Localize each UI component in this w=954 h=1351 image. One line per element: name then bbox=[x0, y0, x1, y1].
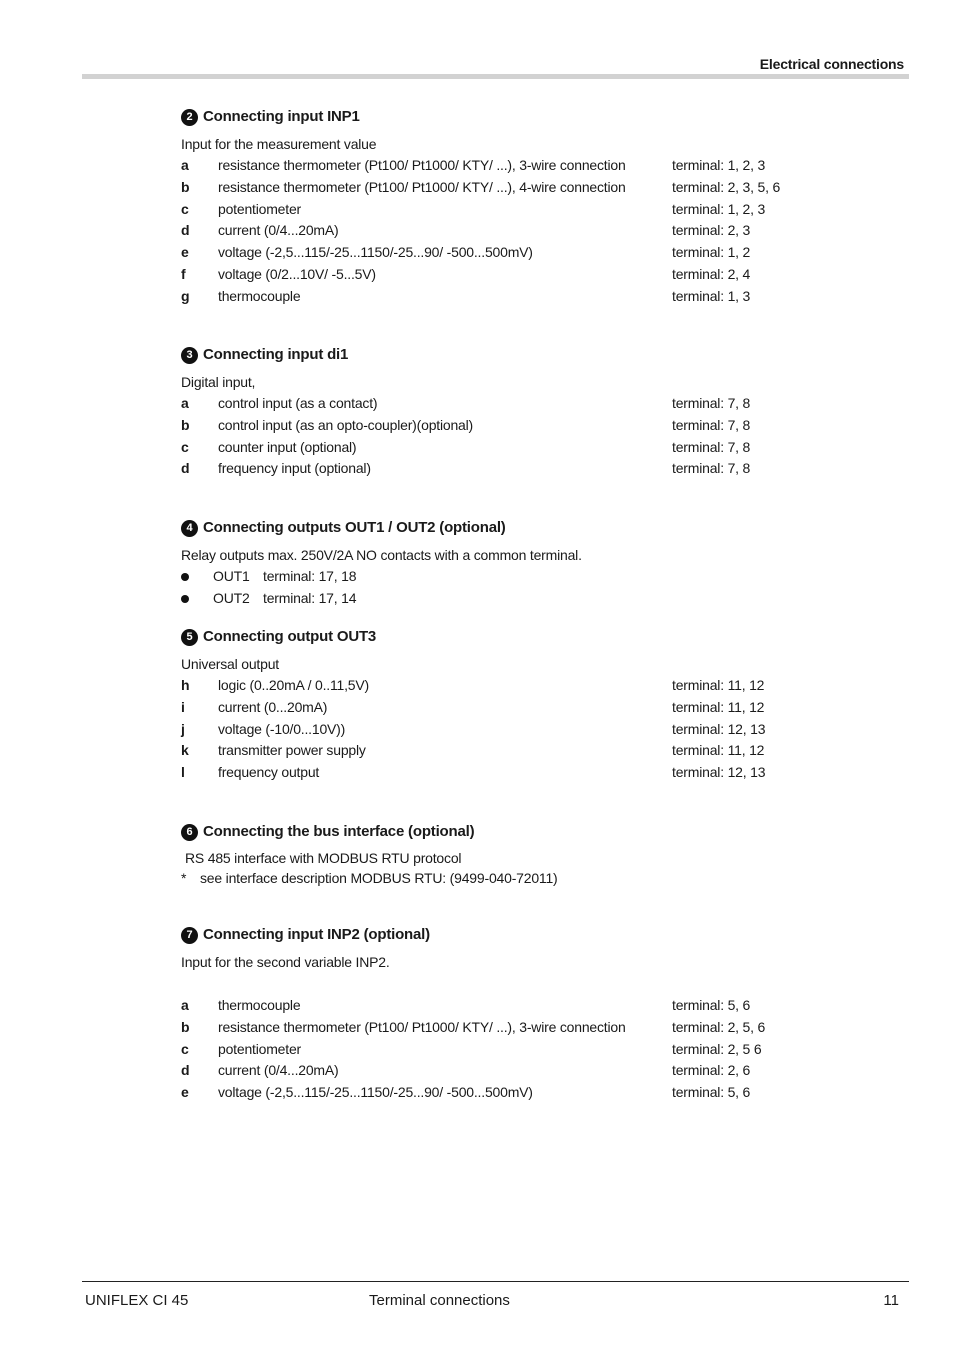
item-description: resistance thermometer (Pt100/ Pt1000/ KTY/ ...), 3-wire connection bbox=[218, 157, 626, 173]
item-key: c bbox=[181, 1040, 189, 1057]
section-title: Connecting the bus interface (optional) bbox=[203, 823, 475, 840]
item-terminal: terminal: 2, 6 bbox=[672, 1062, 751, 1079]
item-terminal: terminal: 5, 6 bbox=[672, 1084, 751, 1101]
list-item bbox=[181, 1060, 881, 1082]
item-terminal: terminal: 7, 8 bbox=[672, 416, 751, 433]
item-key: a bbox=[181, 157, 189, 173]
section-input-inp1 bbox=[181, 106, 881, 308]
section-heading bbox=[181, 626, 881, 648]
circled-number-icon: 6 bbox=[181, 824, 198, 841]
list-item bbox=[181, 264, 881, 286]
list-item bbox=[181, 675, 881, 697]
section-output-out3 bbox=[181, 626, 881, 784]
item-terminal: terminal: 11, 12 bbox=[672, 677, 765, 693]
section-heading bbox=[181, 924, 881, 946]
list-item bbox=[181, 1082, 881, 1104]
list-item bbox=[181, 393, 881, 415]
section-bus-interface bbox=[181, 821, 881, 888]
circled-number-icon: 2 bbox=[181, 109, 198, 126]
footnote bbox=[181, 868, 881, 888]
list-item bbox=[181, 242, 881, 264]
section-outputs-out1-out2 bbox=[181, 517, 881, 609]
item-key: e bbox=[181, 244, 189, 261]
page-header-title: Electrical connections bbox=[759, 56, 904, 72]
section-title: Connecting outputs OUT1 / OUT2 (optional) bbox=[203, 519, 506, 536]
bullet-item bbox=[181, 588, 881, 610]
page-number: 11 bbox=[883, 1292, 899, 1309]
item-description: transmitter power supply bbox=[218, 742, 366, 759]
item-terminal: terminal: 7, 8 bbox=[672, 395, 751, 411]
item-terminal: terminal: 1, 2 bbox=[672, 244, 751, 261]
item-key: l bbox=[181, 764, 185, 781]
asterisk-icon: * bbox=[181, 870, 187, 886]
item-description: control input (as an opto-coupler)(optional) bbox=[218, 416, 474, 433]
footer-rule bbox=[82, 1281, 909, 1282]
item-terminal: terminal: 17, 14 bbox=[263, 589, 357, 606]
item-key: b bbox=[181, 178, 190, 195]
item-terminal: terminal: 2, 5, 6 bbox=[672, 1018, 766, 1035]
item-description: logic (0..20mA / 0..11,5V) bbox=[218, 677, 369, 693]
item-key: d bbox=[181, 460, 190, 477]
list-item bbox=[181, 762, 881, 784]
section-intro: RS 485 interface with MODBUS RTU protocol bbox=[185, 850, 462, 866]
item-description: potentiometer bbox=[218, 200, 302, 217]
item-terminal: terminal: 7, 8 bbox=[672, 438, 751, 455]
section-intro: Universal output bbox=[181, 656, 279, 672]
bullet-icon bbox=[181, 595, 189, 603]
item-description: current (0...20mA) bbox=[218, 698, 328, 715]
item-terminal: terminal: 1, 2, 3 bbox=[672, 200, 766, 217]
section-input-inp2 bbox=[181, 924, 881, 1104]
item-terminal: terminal: 1, 3 bbox=[672, 287, 751, 304]
item-description: current (0/4...20mA) bbox=[218, 1062, 339, 1079]
section-heading bbox=[181, 821, 881, 843]
list-item bbox=[181, 697, 881, 719]
list-item bbox=[181, 995, 881, 1017]
list-item bbox=[181, 1017, 881, 1039]
footer-product-name: UNIFLEX CI 45 bbox=[85, 1292, 189, 1309]
list-item bbox=[181, 437, 881, 459]
item-description: resistance thermometer (Pt100/ Pt1000/ KTY/ ...), 4-wire connection bbox=[218, 178, 626, 195]
item-description: voltage (-2,5...115/-25...1150/-25...90/ -500...500mV) bbox=[218, 1084, 533, 1101]
item-terminal: terminal: 5, 6 bbox=[672, 997, 751, 1013]
footer-chapter-title: Terminal connections bbox=[369, 1292, 510, 1309]
item-terminal: terminal: 7, 8 bbox=[672, 460, 751, 477]
item-description: potentiometer bbox=[218, 1040, 302, 1057]
list-item bbox=[181, 740, 881, 762]
item-terminal: terminal: 12, 13 bbox=[672, 764, 766, 781]
output-name: OUT1 bbox=[213, 568, 250, 584]
item-key: b bbox=[181, 1018, 190, 1035]
item-description: resistance thermometer (Pt100/ Pt1000/ KTY/ ...), 3-wire connection bbox=[218, 1018, 626, 1035]
item-key: d bbox=[181, 1062, 190, 1079]
item-description: control input (as a contact) bbox=[218, 395, 378, 411]
item-key: c bbox=[181, 200, 189, 217]
list-item bbox=[181, 1039, 881, 1061]
item-key: b bbox=[181, 416, 190, 433]
list-item bbox=[181, 155, 881, 177]
item-terminal: terminal: 11, 12 bbox=[672, 698, 765, 715]
section-title: Connecting input INP2 (optional) bbox=[203, 926, 430, 943]
bullet-icon bbox=[181, 573, 189, 581]
item-description: voltage (-10/0...10V)) bbox=[218, 720, 346, 737]
item-key: j bbox=[181, 720, 185, 737]
item-terminal: terminal: 2, 4 bbox=[672, 265, 751, 282]
section-intro: Input for the second variable INP2. bbox=[181, 954, 390, 970]
section-title: Connecting output OUT3 bbox=[203, 628, 377, 645]
item-terminal: terminal: 12, 13 bbox=[672, 720, 766, 737]
item-description: voltage (0/2...10V/ -5...5V) bbox=[218, 265, 376, 282]
list-item bbox=[181, 719, 881, 741]
item-key: a bbox=[181, 395, 189, 411]
item-key: g bbox=[181, 287, 190, 304]
item-description: thermocouple bbox=[218, 287, 301, 304]
item-terminal: terminal: 2, 3 bbox=[672, 222, 751, 239]
circled-number-icon: 5 bbox=[181, 629, 198, 646]
item-key: h bbox=[181, 677, 190, 693]
list-item bbox=[181, 415, 881, 437]
item-key: a bbox=[181, 997, 189, 1013]
item-key: k bbox=[181, 742, 189, 759]
item-terminal: terminal: 17, 18 bbox=[263, 568, 357, 584]
item-terminal: terminal: 2, 3, 5, 6 bbox=[672, 178, 781, 195]
output-name: OUT2 bbox=[213, 589, 250, 606]
item-key: i bbox=[181, 698, 185, 715]
item-terminal: terminal: 1, 2, 3 bbox=[672, 157, 766, 173]
section-intro: Relay outputs max. 250V/2A NO contacts with a common terminal. bbox=[181, 547, 582, 563]
section-intro: Digital input, bbox=[181, 374, 256, 390]
item-description: thermocouple bbox=[218, 997, 301, 1013]
item-key: d bbox=[181, 222, 190, 239]
bullet-item bbox=[181, 566, 881, 588]
circled-number-icon: 4 bbox=[181, 520, 198, 537]
section-intro: Input for the measurement value bbox=[181, 136, 377, 152]
list-item bbox=[181, 220, 881, 242]
section-heading bbox=[181, 517, 881, 539]
item-key: c bbox=[181, 438, 189, 455]
section-title: Connecting input di1 bbox=[203, 346, 349, 363]
list-item bbox=[181, 286, 881, 308]
circled-number-icon: 3 bbox=[181, 347, 198, 364]
section-title: Connecting input INP1 bbox=[203, 108, 360, 125]
item-terminal: terminal: 11, 12 bbox=[672, 742, 765, 759]
item-description: frequency output bbox=[218, 764, 320, 781]
circled-number-icon: 7 bbox=[181, 927, 198, 944]
footnote-text: see interface description MODBUS RTU: (9499-040-72011) bbox=[200, 870, 558, 886]
list-item bbox=[181, 177, 881, 199]
section-heading bbox=[181, 106, 881, 128]
header-rule bbox=[82, 74, 909, 79]
item-terminal: terminal: 2, 5 6 bbox=[672, 1040, 762, 1057]
item-description: frequency input (optional) bbox=[218, 460, 371, 477]
list-item bbox=[181, 458, 881, 480]
section-heading bbox=[181, 344, 881, 366]
list-item bbox=[181, 199, 881, 221]
item-key: e bbox=[181, 1084, 189, 1101]
section-input-di1 bbox=[181, 344, 881, 480]
item-description: counter input (optional) bbox=[218, 438, 357, 455]
item-description: current (0/4...20mA) bbox=[218, 222, 339, 239]
item-key: f bbox=[181, 265, 186, 282]
item-description: voltage (-2,5...115/-25...1150/-25...90/ -500...500mV) bbox=[218, 244, 533, 261]
